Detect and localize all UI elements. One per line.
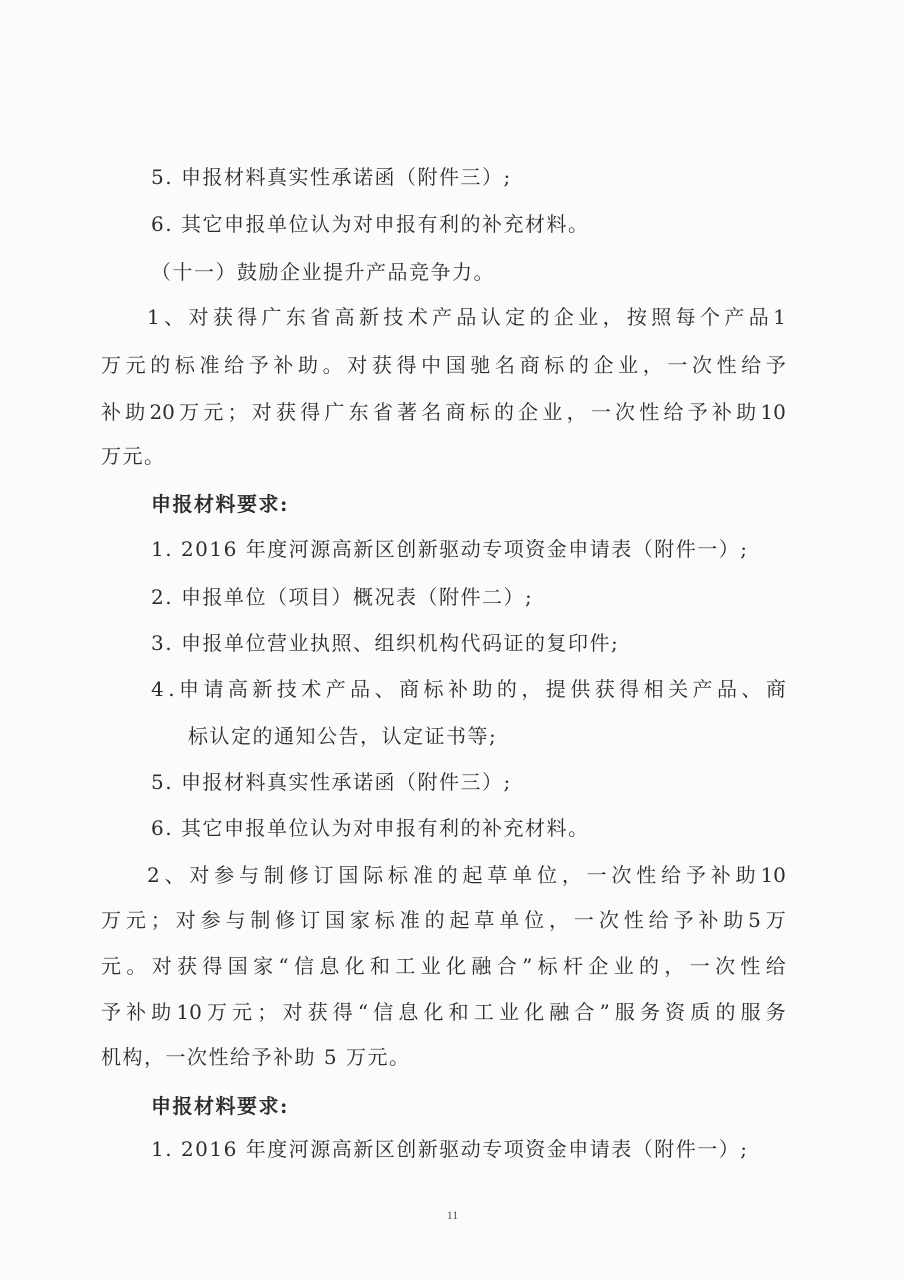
glyph: 获: [307, 1000, 328, 1024]
glyph: 予: [685, 863, 706, 887]
glyph: ，: [521, 677, 542, 701]
glyph: “: [278, 954, 289, 978]
list-item: 3. 申报单位营业执照、组织机构代码证的复印件;: [151, 631, 620, 655]
glyph: 补: [698, 908, 719, 932]
glyph: 标: [174, 353, 195, 377]
glyph: 2: [147, 863, 160, 887]
glyph: 认: [480, 305, 501, 329]
glyph: 给: [663, 400, 684, 424]
glyph: 商: [519, 353, 540, 377]
glyph: 标: [423, 677, 444, 701]
glyph: 获: [594, 677, 615, 701]
glyph: 予: [673, 908, 694, 932]
glyph: 每: [675, 305, 696, 329]
glyph: 化: [423, 1000, 444, 1024]
glyph: 请: [203, 677, 224, 701]
requirements-heading: 申报材料要求:: [151, 492, 289, 516]
glyph: 业: [578, 305, 599, 329]
glyph: 的: [424, 908, 445, 932]
glyph: 息: [398, 1000, 419, 1024]
glyph: 给: [648, 908, 669, 932]
glyph: 万: [765, 908, 786, 932]
glyph: 新: [358, 305, 379, 329]
glyph: 、: [164, 305, 185, 329]
glyph: 的: [493, 400, 514, 424]
glyph: 术: [407, 305, 428, 329]
glyph: 10: [760, 400, 786, 424]
glyph: 品: [748, 305, 769, 329]
glyph: 万: [101, 353, 121, 377]
glyph: 予: [765, 353, 786, 377]
glyph: 企: [518, 400, 539, 424]
glyph: 技: [383, 305, 404, 329]
glyph: 得: [202, 954, 223, 978]
glyph: 得: [237, 305, 258, 329]
glyph: 、: [164, 863, 185, 887]
paragraph-line: 万元。: [101, 444, 166, 468]
glyph: 合: [574, 1000, 595, 1024]
glyph: 元: [232, 1000, 253, 1024]
glyph: 给: [224, 353, 245, 377]
glyph: 和: [370, 954, 391, 978]
glyph: 家: [253, 954, 274, 978]
glyph: 杆: [563, 954, 583, 978]
glyph: 品: [716, 677, 737, 701]
glyph: ，: [602, 305, 623, 329]
glyph: 制: [263, 863, 284, 887]
glyph: 准: [199, 353, 220, 377]
glyph: 标: [537, 954, 558, 978]
glyph: 著: [397, 400, 418, 424]
glyph: 、: [741, 677, 762, 701]
glyph: 性: [740, 954, 761, 978]
glyph: 对: [189, 863, 210, 887]
glyph: 广: [261, 305, 282, 329]
glyph: 业: [613, 954, 634, 978]
glyph: 助: [151, 1000, 172, 1024]
glyph: 标: [388, 863, 409, 887]
glyph: 对: [251, 400, 272, 424]
glyph: 资: [665, 1000, 686, 1024]
glyph: 省: [310, 305, 331, 329]
glyph: 4: [151, 677, 164, 701]
list-item: 6. 其它申报单位认为对申报有利的补充材料。: [151, 212, 590, 236]
glyph: 商: [445, 400, 466, 424]
glyph: 关: [668, 677, 689, 701]
glyph: 的: [437, 863, 458, 887]
glyph: 的: [568, 353, 589, 377]
glyph: 服: [740, 1000, 761, 1024]
glyph: 次: [692, 353, 712, 377]
glyph: 国: [445, 353, 466, 377]
glyph: 的: [150, 353, 171, 377]
paragraph-line: [101, 998, 786, 1026]
glyph: 修: [288, 863, 309, 887]
glyph: 企: [553, 305, 574, 329]
glyph: 术: [301, 677, 322, 701]
glyph: 驰: [470, 353, 491, 377]
glyph: 助: [736, 400, 757, 424]
glyph: 助: [125, 400, 146, 424]
glyph: 次: [611, 863, 632, 887]
glyph: 元: [125, 908, 146, 932]
glyph: 高: [334, 305, 355, 329]
glyph: 补: [273, 353, 294, 377]
glyph: 家: [349, 908, 370, 932]
glyph: 化: [446, 954, 467, 978]
glyph: 助: [298, 353, 318, 377]
glyph: 参: [214, 863, 235, 887]
glyph: 给: [741, 353, 762, 377]
glyph: 补: [447, 677, 468, 701]
list-item-continuation: 标认定的通知公告，认定证书等;: [188, 724, 498, 748]
glyph: 定: [505, 305, 526, 329]
glyph: ，: [664, 954, 685, 978]
paragraph-line: [101, 351, 786, 379]
paragraph-line: [101, 906, 786, 934]
glyph: 品: [456, 305, 477, 329]
glyph: 次: [615, 400, 636, 424]
glyph: 性: [636, 863, 657, 887]
glyph: 一: [590, 400, 611, 424]
glyph: 业: [618, 353, 639, 377]
glyph: 东: [348, 400, 369, 424]
paragraph-line: [101, 861, 786, 889]
glyph: 1: [773, 305, 786, 329]
glyph: 得: [300, 400, 321, 424]
glyph: 助: [472, 677, 493, 701]
glyph: 技: [276, 677, 297, 701]
glyph: 企: [588, 954, 609, 978]
list-item: [151, 675, 786, 703]
glyph: 予: [101, 1000, 121, 1024]
glyph: 工: [473, 1000, 494, 1024]
glyph: 信: [373, 1000, 394, 1024]
paragraph-line: [101, 303, 786, 331]
glyph: 元: [125, 353, 146, 377]
glyph: 信: [293, 954, 314, 978]
glyph: ，: [642, 353, 663, 377]
glyph: 与: [225, 908, 246, 932]
glyph: ；: [227, 400, 248, 424]
glyph: 务: [640, 1000, 661, 1024]
glyph: 制: [250, 908, 271, 932]
requirements-heading: 申报材料要求:: [151, 1094, 289, 1118]
glyph: 参: [200, 908, 221, 932]
glyph: 助: [723, 908, 744, 932]
glyph: 名: [421, 400, 442, 424]
glyph: 东: [285, 305, 306, 329]
glyph: 万: [101, 908, 121, 932]
glyph: 按: [626, 305, 647, 329]
glyph: 的: [715, 1000, 736, 1024]
glyph: 名: [495, 353, 515, 377]
glyph: 企: [593, 353, 614, 377]
glyph: 补: [710, 863, 731, 887]
glyph: 起: [449, 908, 470, 932]
glyph: 国: [325, 908, 346, 932]
glyph: 获: [371, 353, 392, 377]
glyph: 准: [399, 908, 420, 932]
glyph: 国: [338, 863, 359, 887]
glyph: 商: [399, 677, 420, 701]
glyph: 广: [324, 400, 345, 424]
glyph: 起: [462, 863, 483, 887]
glyph: 一: [586, 863, 607, 887]
glyph: 对: [151, 954, 172, 978]
glyph: 一: [667, 353, 688, 377]
glyph: 修: [275, 908, 296, 932]
list-item: 6. 其它申报单位认为对申报有利的补充材料。: [151, 816, 590, 840]
glyph: 标: [469, 400, 490, 424]
list-item: 1. 2016 年度河源高新区创新驱动专项资金申请表（附件一）;: [151, 537, 749, 561]
glyph: 获: [275, 400, 296, 424]
glyph: 获: [177, 954, 198, 978]
glyph: 万: [179, 400, 200, 424]
glyph: 对: [175, 908, 196, 932]
glyph: 产: [325, 677, 346, 701]
glyph: 品: [350, 677, 371, 701]
glyph: 高: [227, 677, 248, 701]
glyph: 。: [322, 353, 343, 377]
glyph: 新: [252, 677, 273, 701]
glyph: 标: [544, 353, 565, 377]
glyph: 商: [765, 677, 786, 701]
glyph: 位: [524, 908, 545, 932]
glyph: 1: [147, 305, 160, 329]
glyph: 化: [524, 1000, 545, 1024]
glyph: 服: [614, 1000, 635, 1024]
glyph: 的: [496, 677, 517, 701]
glyph: ”: [522, 954, 533, 978]
list-item: 5. 申报材料真实性承诺函（附件三）;: [151, 165, 512, 189]
glyph: 单: [499, 908, 520, 932]
list-item: 1. 2016 年度河源高新区创新驱动专项资金申请表（附件一）;: [151, 1137, 749, 1161]
glyph: 产: [432, 305, 453, 329]
glyph: 息: [319, 954, 340, 978]
glyph: .: [168, 677, 175, 701]
glyph: 元: [101, 954, 121, 978]
glyph: 质: [690, 1000, 711, 1024]
glyph: 给: [765, 954, 786, 978]
glyph: ，: [549, 908, 570, 932]
glyph: 准: [412, 863, 433, 887]
paragraph-line: 机构，一次性给予补助 5 万元。: [101, 1045, 411, 1069]
glyph: 10: [760, 863, 786, 887]
glyph: 的: [639, 954, 660, 978]
glyph: 供: [570, 677, 591, 701]
glyph: 草: [474, 908, 495, 932]
glyph: 申: [179, 677, 199, 701]
paragraph-line: [101, 952, 786, 980]
glyph: 务: [765, 1000, 786, 1024]
glyph: 得: [332, 1000, 353, 1024]
glyph: 照: [651, 305, 672, 329]
list-item: 5. 申报材料真实性承诺函（附件三）;: [151, 770, 512, 794]
glyph: “: [357, 1000, 369, 1024]
paragraph-line: [101, 398, 786, 426]
glyph: 得: [619, 677, 640, 701]
glyph: 中: [421, 353, 442, 377]
glyph: 合: [496, 954, 517, 978]
glyph: 国: [227, 954, 248, 978]
glyph: 工: [395, 954, 416, 978]
glyph: 业: [542, 400, 563, 424]
glyph: 得: [396, 353, 417, 377]
glyph: 订: [313, 863, 334, 887]
glyph: 个: [700, 305, 720, 329]
glyph: 予: [687, 400, 708, 424]
glyph: 性: [639, 400, 660, 424]
glyph: 业: [420, 954, 441, 978]
glyph: 对: [188, 305, 209, 329]
glyph: 一: [689, 954, 710, 978]
glyph: 相: [643, 677, 664, 701]
glyph: 获: [212, 305, 233, 329]
glyph: 省: [372, 400, 393, 424]
glyph: 一: [573, 908, 594, 932]
glyph: 单: [512, 863, 533, 887]
glyph: 性: [716, 353, 737, 377]
glyph: 性: [623, 908, 644, 932]
glyph: 产: [692, 677, 713, 701]
glyph: 次: [598, 908, 619, 932]
glyph: 融: [471, 954, 492, 978]
glyph: ”: [599, 1000, 610, 1024]
glyph: 位: [536, 863, 557, 887]
section-heading: （十一）鼓励企业提升产品竞争力。: [151, 260, 495, 284]
glyph: 万: [207, 1000, 228, 1024]
glyph: 际: [363, 863, 384, 887]
glyph: 和: [448, 1000, 469, 1024]
glyph: 产: [724, 305, 745, 329]
glyph: 与: [239, 863, 260, 887]
glyph: ，: [561, 863, 582, 887]
glyph: ；: [257, 1000, 278, 1024]
glyph: 5: [748, 908, 761, 932]
glyph: 草: [487, 863, 508, 887]
glyph: 给: [661, 863, 682, 887]
glyph: 的: [529, 305, 550, 329]
glyph: ；: [150, 908, 171, 932]
glyph: 元: [203, 400, 224, 424]
glyph: 提: [545, 677, 566, 701]
glyph: 化: [344, 954, 365, 978]
glyph: 、: [374, 677, 395, 701]
glyph: 融: [549, 1000, 570, 1024]
glyph: 10: [176, 1000, 202, 1024]
glyph: 补: [126, 1000, 147, 1024]
glyph: 业: [498, 1000, 519, 1024]
glyph: 20: [149, 400, 175, 424]
glyph: 次: [715, 954, 736, 978]
page-number: 11: [446, 1208, 459, 1222]
glyph: 予: [248, 353, 269, 377]
glyph: 。: [126, 954, 147, 978]
glyph: 补: [101, 400, 121, 424]
glyph: 订: [300, 908, 321, 932]
glyph: 标: [374, 908, 395, 932]
list-item: 2. 申报单位（项目）概况表（附件二）;: [151, 585, 534, 609]
glyph: 对: [282, 1000, 303, 1024]
glyph: ，: [566, 400, 587, 424]
glyph: 对: [347, 353, 368, 377]
glyph: 助: [735, 863, 756, 887]
glyph: 补: [711, 400, 732, 424]
